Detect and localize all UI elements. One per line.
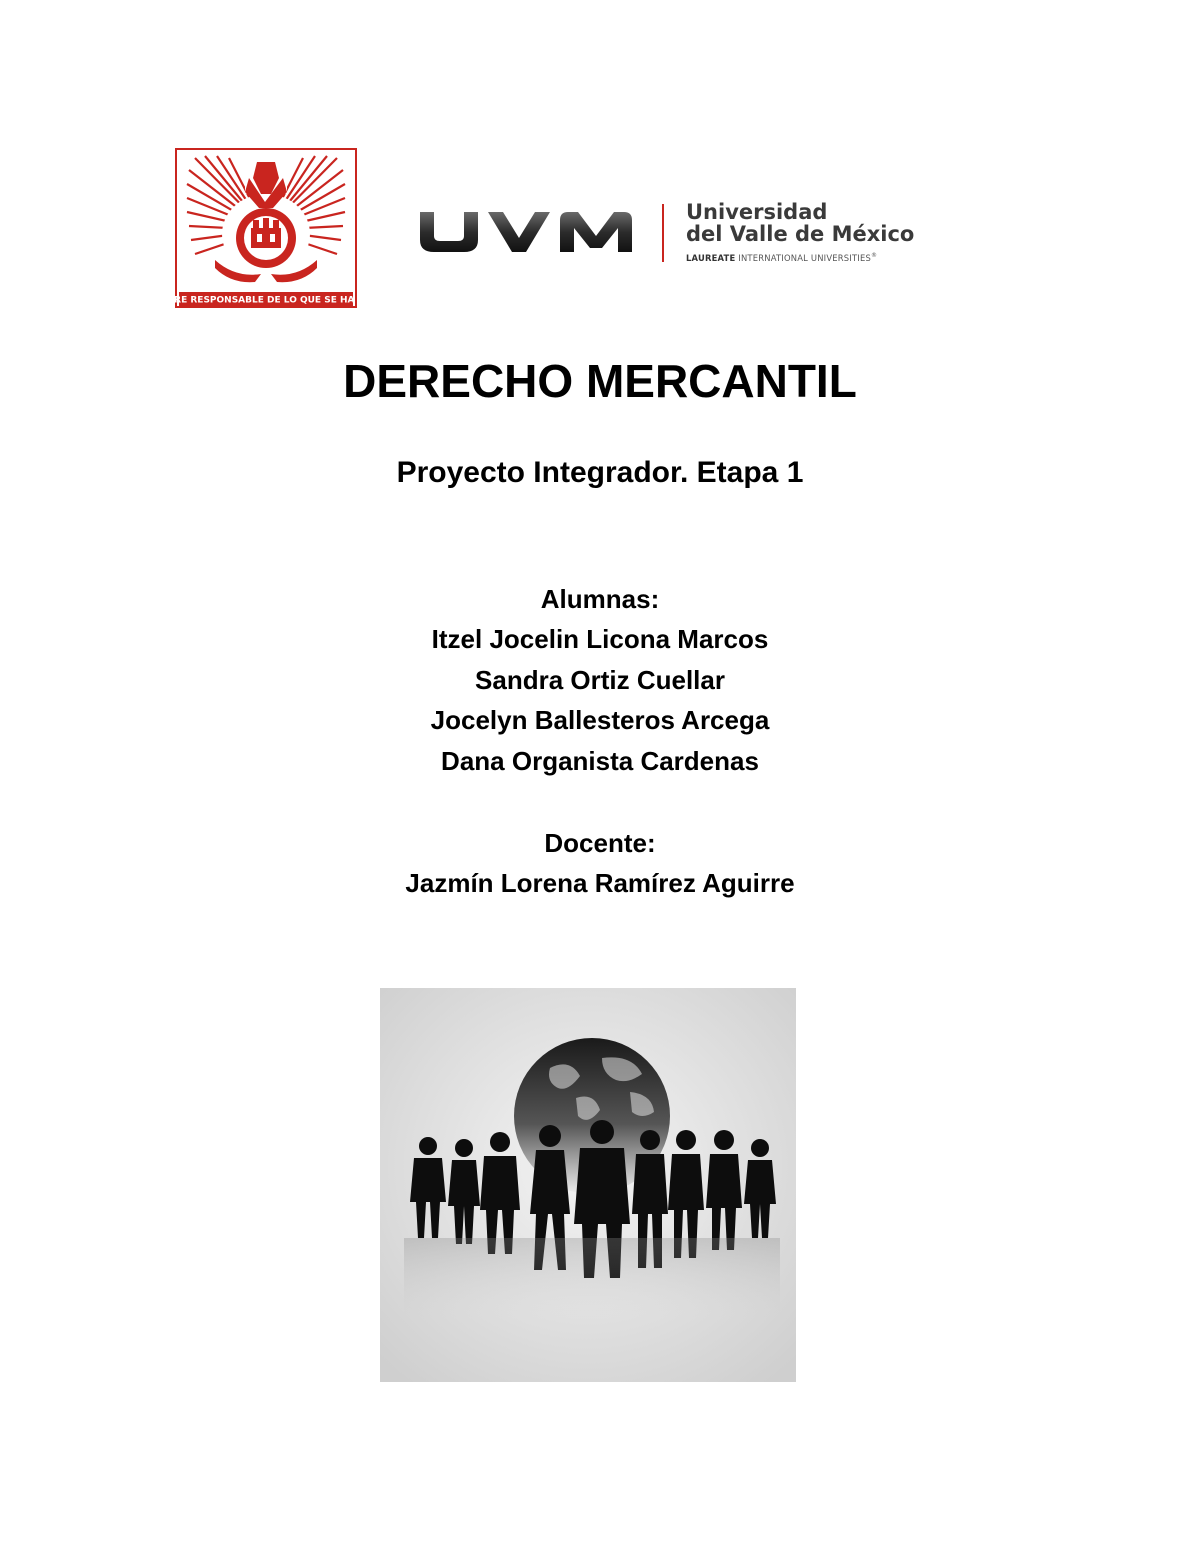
uvm-tagline — [686, 251, 877, 263]
uvm-mark-icon — [418, 210, 640, 254]
university-seal-icon — [118, 148, 414, 308]
uvm-tagline-mark: ® — [870, 252, 878, 259]
document-subtitle: Proyecto Integrador. Etapa 1 — [396, 456, 804, 489]
student-name: Jocelyn Ballesteros Arcega — [430, 705, 770, 735]
student-name: Sandra Ortiz Cuellar — [475, 665, 725, 695]
student-name: Dana Organista Cardenas — [441, 746, 759, 776]
uvm-name-line-2: del Valle de México — [686, 222, 915, 246]
uvm-divider — [662, 204, 664, 262]
uvm-name-line-1: Universidad — [686, 200, 828, 224]
teacher-name: Jazmín Lorena Ramírez Aguirre — [405, 868, 795, 898]
business-people-globe-icon — [380, 988, 796, 1382]
seal-motto: POR SIEMPRE RESPONSABLE DE LO QUE SE HA CULTIVADO — [118, 295, 414, 306]
uvm-tagline-strong: LAUREATE — [686, 252, 736, 263]
teacher-label: Docente: — [544, 828, 656, 858]
uvm-logo — [418, 198, 970, 268]
uvm-tagline-rest: INTERNATIONAL UNIVERSITIES — [735, 252, 871, 263]
students-label: Alumnas: — [540, 584, 660, 614]
uvm-university-name — [686, 201, 914, 245]
document-title: DERECHO MERCANTIL — [343, 355, 857, 407]
student-name: Itzel Jocelin Licona Marcos — [431, 624, 769, 654]
